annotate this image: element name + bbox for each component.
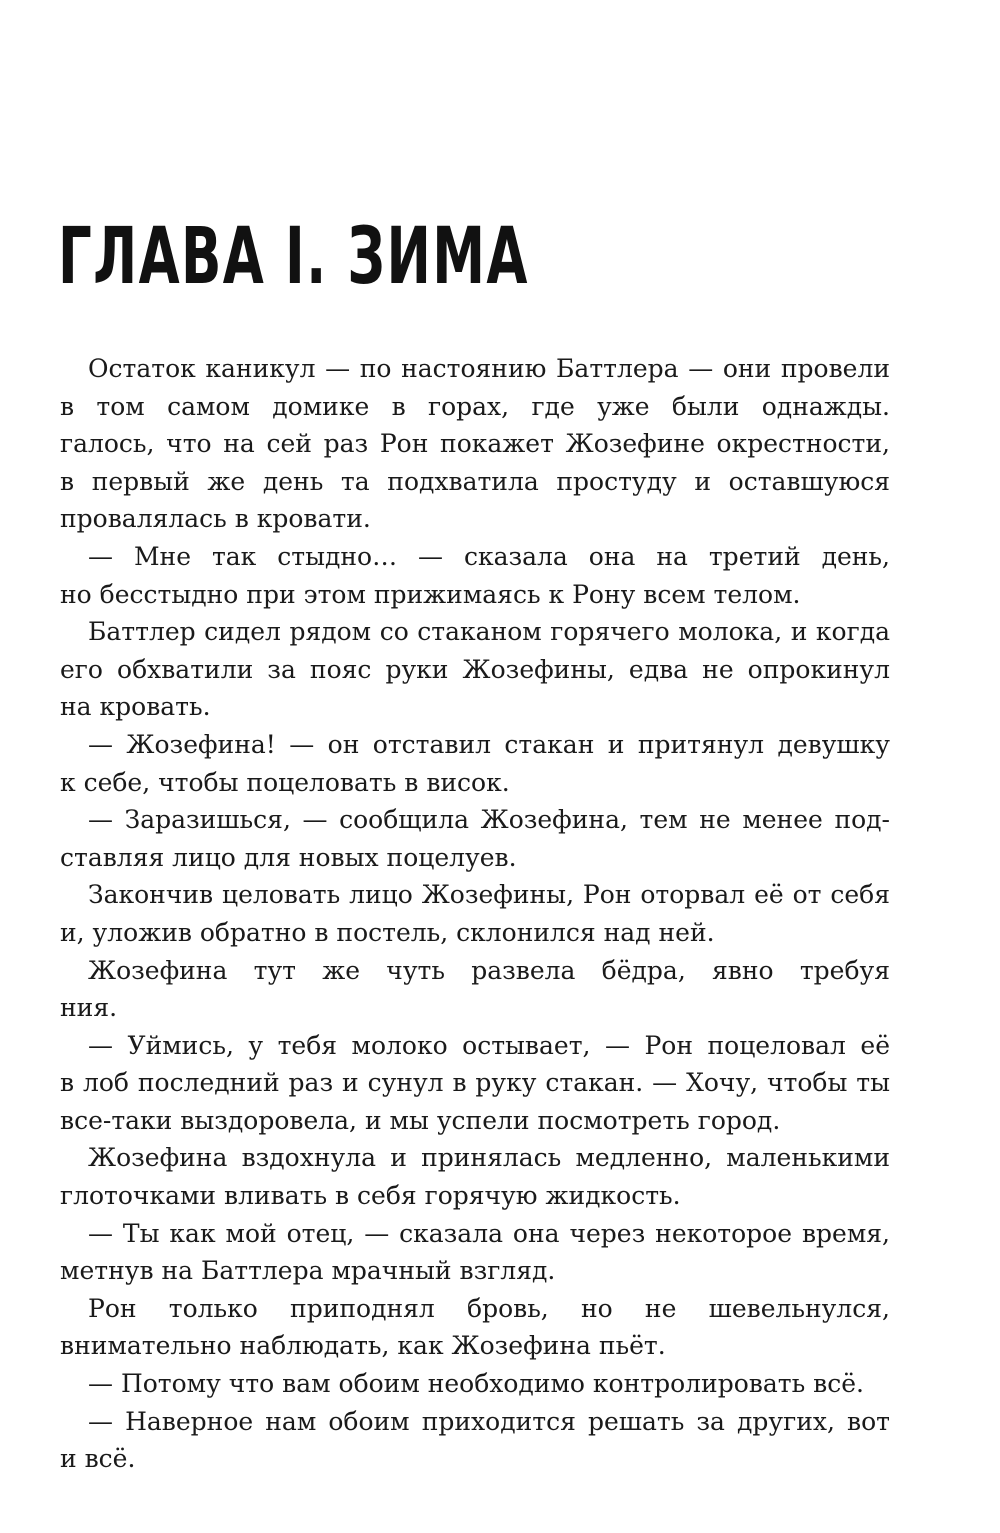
text-line: Жозефина тут же чуть развела бёдра, явно требуя xyxy=(88,955,890,985)
text-line: внимательно наблюдать, как Жозефина пьёт. xyxy=(60,1331,666,1361)
text-line: в том самом домике в горах, где уже были однажды. xyxy=(60,391,890,421)
text-line: глоточками вливать в себя горячую жидкость. xyxy=(60,1181,681,1211)
text-line: провалялась в кровати. xyxy=(60,504,371,534)
text-line: все-таки выздоровела, и мы успели посмотреть город. xyxy=(60,1105,781,1135)
text-line: — Мне так стыдно… — сказала она на третий день, xyxy=(88,541,890,571)
text-line: — Жозефина! — он отставил стакан и притянул девушку xyxy=(88,729,890,759)
text-line: галось, что на сей раз Рон покажет Жозефине окрестности, xyxy=(60,429,890,459)
text-line: к себе, чтобы поцеловать в висок. xyxy=(60,767,510,797)
text-line: Жозефина вздохнула и принялась медленно, маленькими xyxy=(88,1143,890,1173)
text-line: ния. xyxy=(60,993,118,1023)
text-line: — Заразишься, — сообщила Жозефина, тем не менее под- xyxy=(88,805,890,835)
text-line: — Потому что вам обоим необходимо контролировать всё. xyxy=(88,1369,864,1399)
text-line: в первый же день та подхватила простуду и оставшуюся xyxy=(60,466,890,496)
text-line: его обхватили за пояс руки Жозефины, едва не опрокинул xyxy=(60,654,890,684)
text-line: — Ты как мой отец, — сказала она через некоторое время, xyxy=(88,1218,890,1248)
text-line: — Наверное нам обоим приходится решать за других, вот xyxy=(88,1406,890,1436)
text-line: Баттлер сидел рядом со стаканом горячего молока, и когда xyxy=(88,617,890,647)
text-line: ставляя лицо для новых поцелуев. xyxy=(60,842,517,872)
text-line: Остаток каникул — по настоянию Баттлера — они провели xyxy=(88,354,890,383)
text-line: на кровать. xyxy=(60,692,211,722)
chapter-title: ГЛАВА I. ЗИМА xyxy=(58,212,529,302)
text-line: в лоб последний раз и сунул в руку стакан. — Хочу, чтобы ты xyxy=(60,1068,890,1098)
text-line: и всё. xyxy=(60,1444,136,1474)
chapter-body-text xyxy=(60,350,890,1478)
text-line: и, уложив обратно в постель, склонился над ней. xyxy=(60,917,715,947)
text-line: — Уймись, у тебя молоко остывает, — Рон поцеловал её xyxy=(88,1030,890,1060)
text-line: метнув на Баттлера мрачный взгляд. xyxy=(60,1256,556,1286)
text-line: но бесстыдно при этом прижимаясь к Рону всем телом. xyxy=(60,579,801,609)
text-line: Закончив целовать лицо Жозефины, Рон оторвал её от себя xyxy=(88,880,890,910)
text-line: Рон только приподнял бровь, но не шевельнулся, xyxy=(88,1293,890,1323)
